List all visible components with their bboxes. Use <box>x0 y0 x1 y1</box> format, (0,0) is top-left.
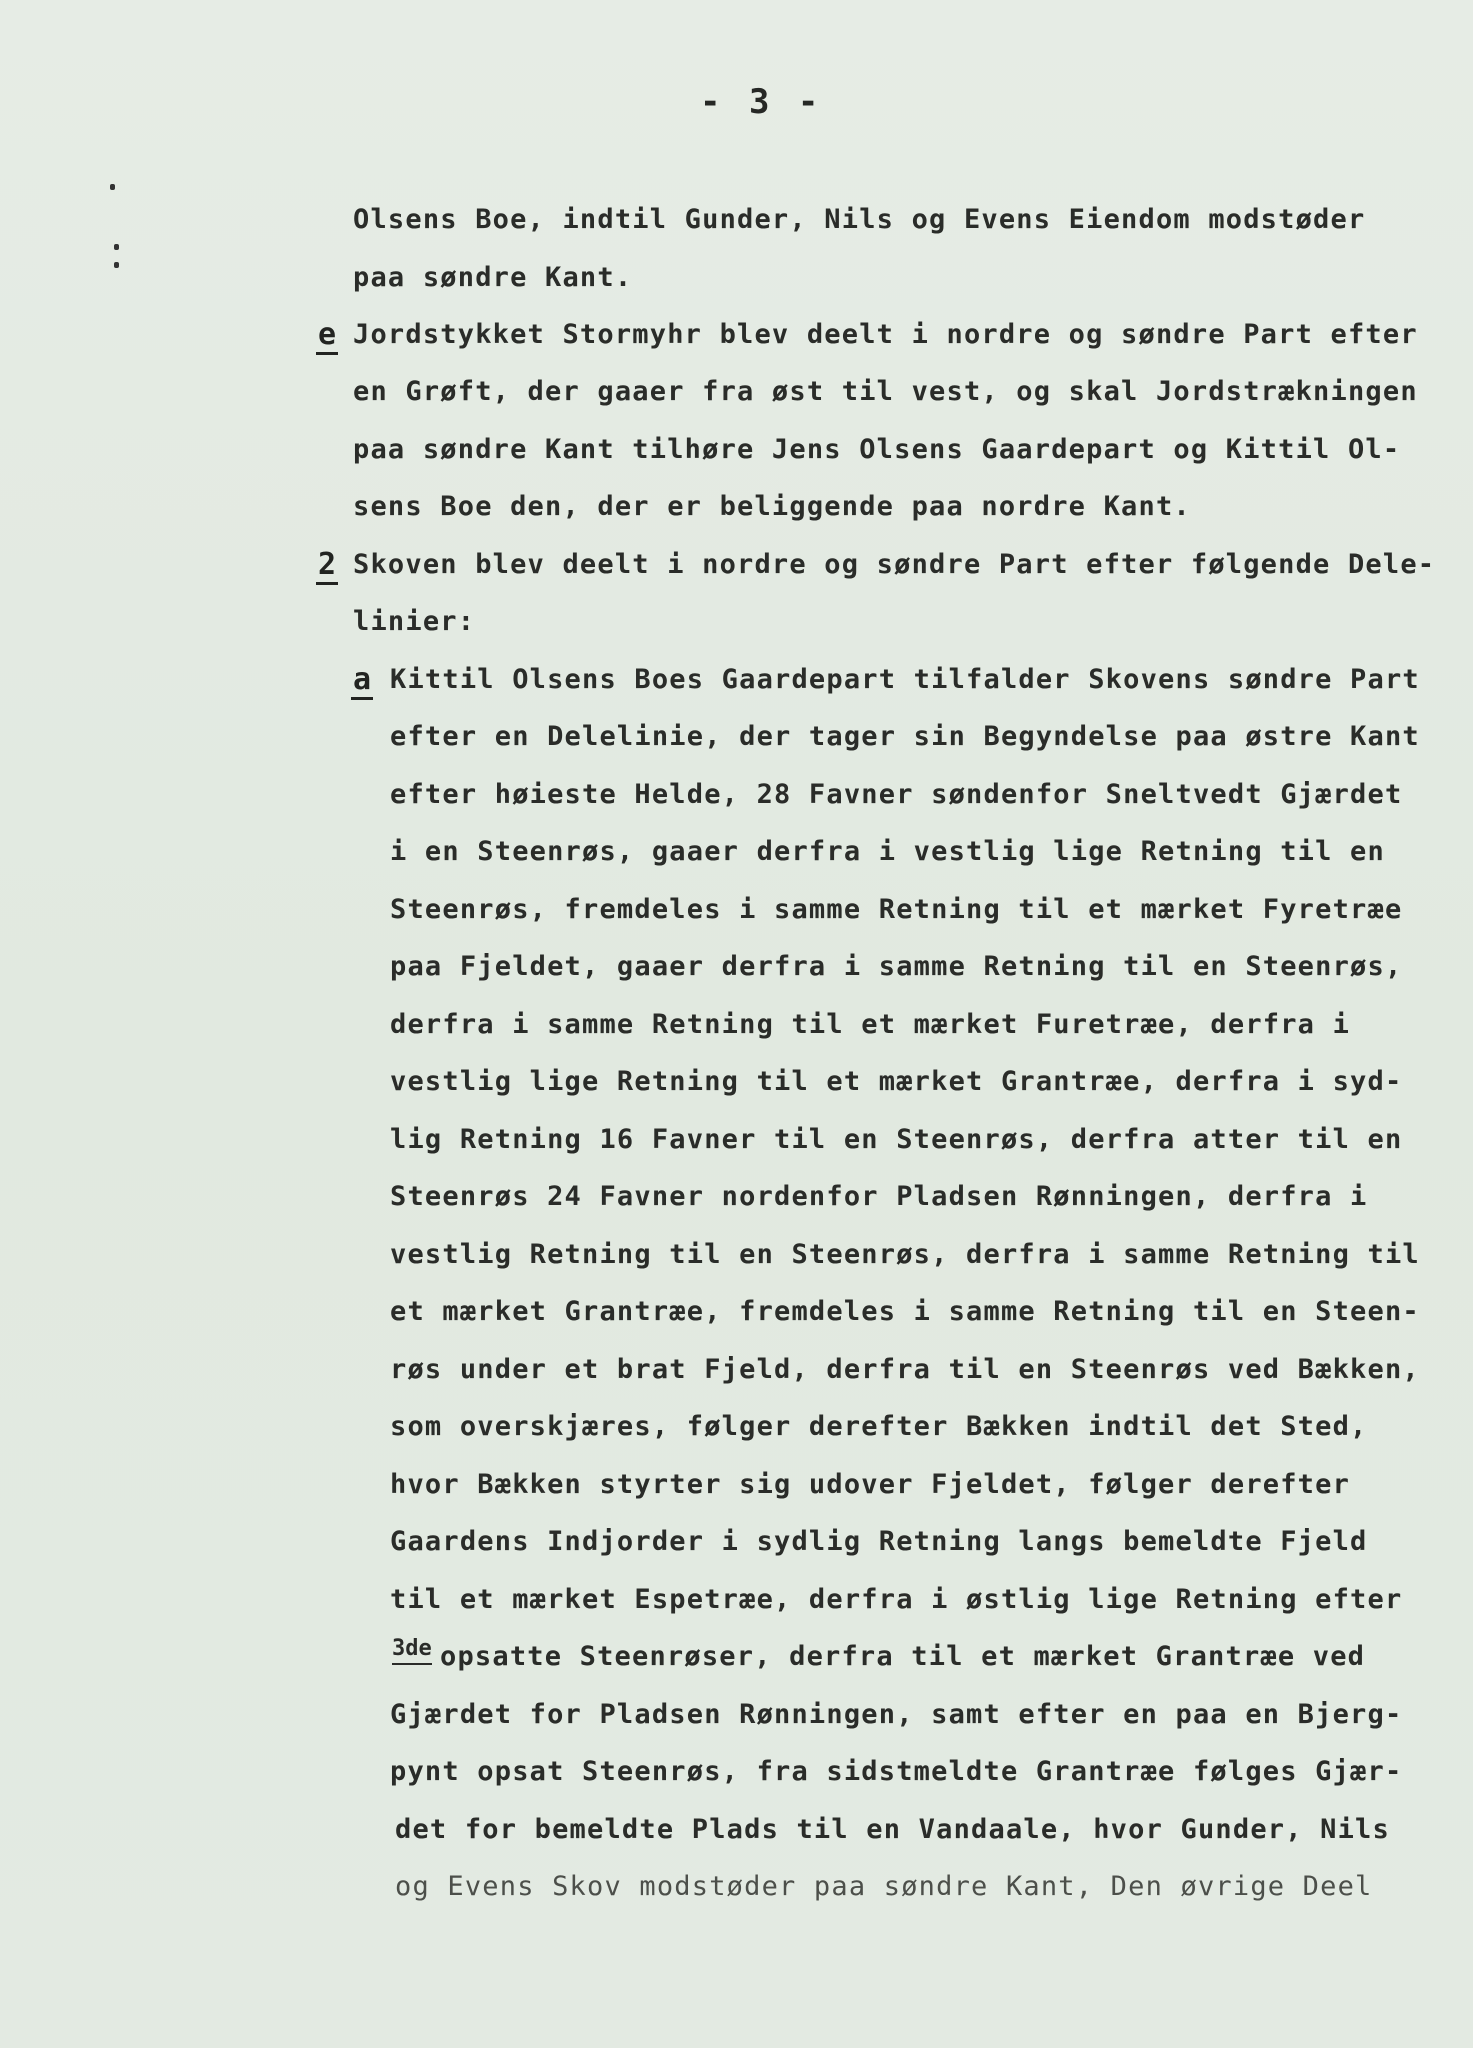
margin-mark <box>110 184 115 190</box>
text-line: Gjærdet for Pladsen Rønningen, samt efter en paa en Bjerg- <box>390 1699 1403 1730</box>
text-line: sens Boe den, der er beliggende paa nordre Kant. <box>353 491 1191 522</box>
text-line: Jordstykket Stormyhr blev deelt i nordre og søndre Part efter <box>353 319 1418 350</box>
margin-mark <box>114 244 119 250</box>
text-line: paa søndre Kant tilhøre Jens Olsens Gaardepart og Kittil Ol- <box>353 434 1401 465</box>
text-line: Kittil Olsens Boes Gaardepart tilfalder Skovens søndre Part <box>390 664 1420 695</box>
ordinal-marker-3de: 3de <box>392 1636 432 1661</box>
text-line: efter en Delelinie, der tager sin Begyndelse paa østre Kant <box>390 721 1420 752</box>
text-line: røs under et brat Fjeld, derfra til en Steenrøs ved Bækken, <box>390 1354 1420 1385</box>
text-line: Skoven blev deelt i nordre og søndre Part efter følgende Dele- <box>353 549 1436 580</box>
item-marker-a: a <box>353 662 372 697</box>
text-line: som overskjæres, følger derefter Bækken indtil det Sted, <box>390 1411 1368 1442</box>
margin-mark <box>114 262 119 268</box>
text-line: derfra i samme Retning til et mærket Furetræe, derfra i <box>390 1009 1351 1040</box>
text-line: vestlig Retning til en Steenrøs, derfra i samme Retning til <box>390 1239 1420 1270</box>
text-line: et mærket Grantræe, fremdeles i samme Retning til en Steen- <box>390 1296 1420 1327</box>
text-line: Olsens Boe, indtil Gunder, Nils og Evens Eiendom modstøder <box>353 204 1366 235</box>
item-marker-e: e <box>318 317 337 352</box>
text-line: pynt opsat Steenrøs, fra sidstmeldte Grantræe følges Gjær- <box>390 1756 1403 1787</box>
text-line: Steenrøs 24 Favner nordenfor Pladsen Rønningen, derfra i <box>390 1181 1368 1212</box>
text-line: til et mærket Espetræe, derfra i østlig lige Retning efter <box>390 1584 1403 1615</box>
text-line: efter høieste Helde, 28 Favner søndenfor Sneltvedt Gjærdet <box>390 779 1403 810</box>
text-line: paa søndre Kant. <box>353 262 633 293</box>
text-line: i en Steenrøs, gaaer derfra i vestlig lige Retning til en <box>390 836 1385 867</box>
text-line: hvor Bækken styrter sig udover Fjeldet, følger derefter <box>390 1469 1351 1500</box>
text-line: paa Fjeldet, gaaer derfra i samme Retning til en Steenrøs, <box>390 951 1403 982</box>
text-line: og Evens Skov modstøder paa søndre Kant, Den øvrige Deel <box>395 1871 1373 1902</box>
text-line: linier: <box>353 606 476 637</box>
text-line: vestlig lige Retning til et mærket Grantræe, derfra i syd- <box>390 1066 1403 1097</box>
text-line: Steenrøs, fremdeles i samme Retning til et mærket Fyretræe <box>390 894 1403 925</box>
text-line: det for bemeldte Plads til en Vandaale, hvor Gunder, Nils <box>395 1814 1390 1845</box>
text-line: opsatte Steenrøser, derfra til et mærket Grantræe ved <box>440 1641 1366 1672</box>
text-line: en Grøft, der gaaer fra øst til vest, og skal Jordstrækningen <box>353 376 1418 407</box>
page-number: - 3 - <box>700 82 823 122</box>
text-line: lig Retning 16 Favner til en Steenrøs, derfra atter til en <box>390 1124 1403 1155</box>
text-line: Gaardens Indjorder i sydlig Retning langs bemeldte Fjeld <box>390 1526 1368 1557</box>
item-marker-2: 2 <box>318 547 337 582</box>
